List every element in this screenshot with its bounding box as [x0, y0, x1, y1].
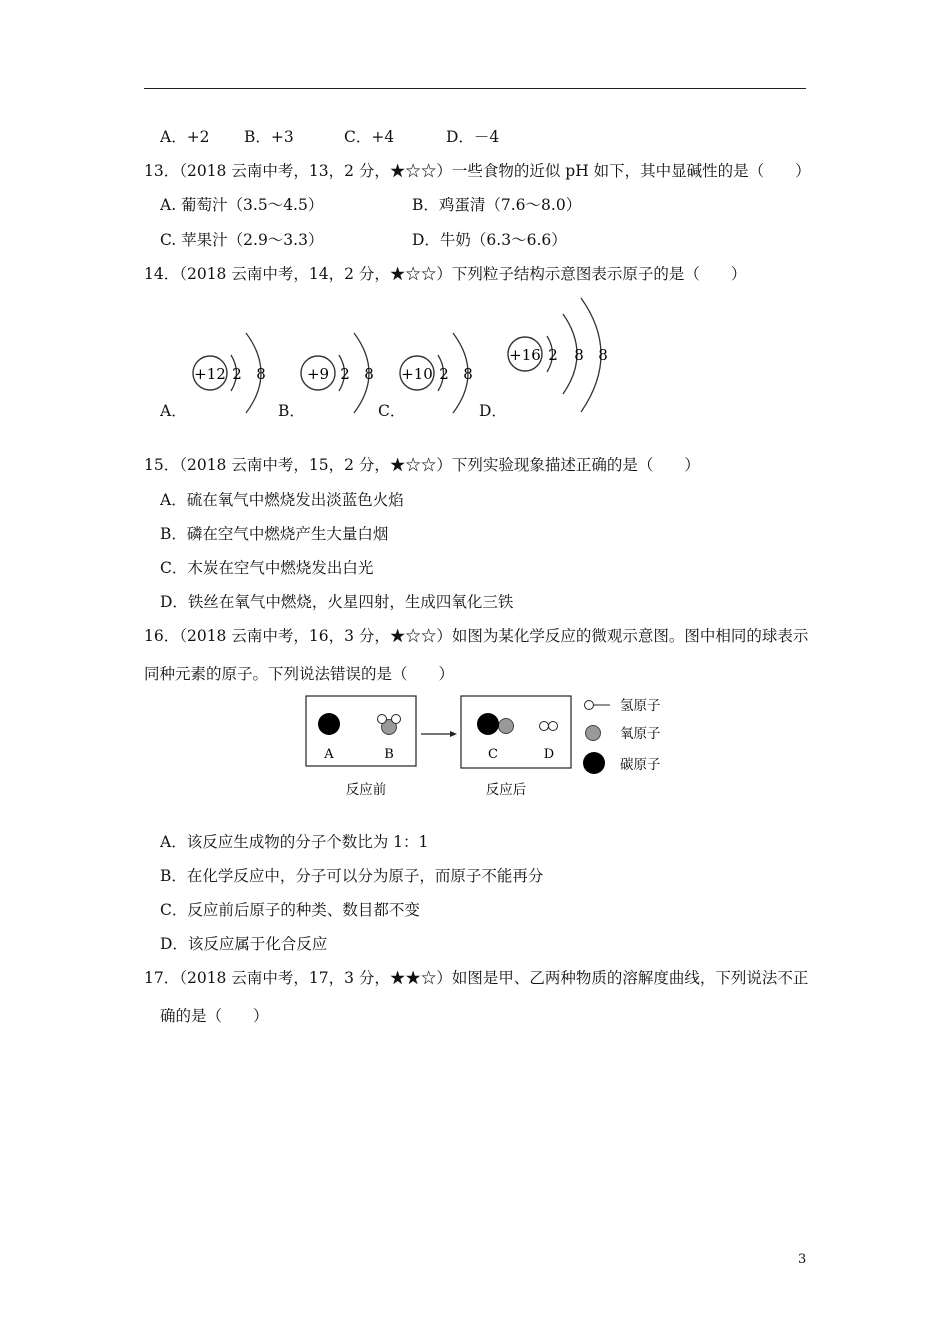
q12-option-c: C．+4 [344, 128, 395, 146]
nucleus-charge: +12 [194, 365, 226, 383]
label-a: A [324, 747, 334, 762]
legend-hydrogen: 氢原子 [620, 698, 661, 714]
q15-stem: 15．（2018 云南中考，15，2 分，★☆☆）下列实验现象描述正确的是（ ） [144, 456, 700, 474]
q16-stem-line2: 同种元素的原子。下列说法错误的是（ ） [144, 665, 455, 683]
q13-stem: 13．（2018 云南中考，13，2 分，★☆☆）一些食物的近似 pH 如下，其中显碱性的是（ ） [144, 162, 811, 180]
q16-option-a: A．该反应生成物的分子个数比为 1：1 [160, 833, 429, 851]
label-b: B [384, 747, 394, 762]
legend-carbon-icon [583, 752, 605, 774]
q16-option-c: C．反应前后原子的种类、数目都不变 [160, 901, 420, 919]
shell-electrons: 8 [364, 365, 374, 383]
shell-electrons: 2 [232, 365, 242, 383]
legend-carbon: 碳原子 [620, 757, 661, 773]
caption-after: 反应后 [485, 782, 527, 798]
q16-option-d: D．该反应属于化合反应 [160, 935, 328, 953]
carbon-atom [318, 713, 340, 735]
q12-option-a: A．+2 [160, 128, 210, 146]
after-box [461, 696, 571, 768]
atom-diagram-a [186, 325, 276, 420]
shell-electrons: 8 [574, 346, 584, 364]
q14-stem: 14．（2018 云南中考，14，2 分，★☆☆）下列粒子结构示意图表示原子的是（ ） [144, 265, 747, 283]
hydrogen-atom [378, 715, 387, 724]
label-c: C [488, 747, 498, 762]
q14-letter-d: D． [479, 402, 507, 420]
label-d: D [543, 747, 555, 762]
hydrogen-atom [540, 722, 549, 731]
q15-option-d: D．铁丝在氧气中燃烧，火星四射，生成四氧化三铁 [160, 593, 514, 611]
reaction-diagram [300, 690, 672, 802]
q13-option-c: C. 苹果汁（2.9～3.3） [160, 231, 324, 249]
q13-option-d: D．牛奶（6.3～6.6） [412, 231, 567, 249]
legend-oxygen-icon [586, 726, 601, 741]
legend-oxygen: 氧原子 [620, 726, 661, 742]
q15-option-b: B．磷在空气中燃烧产生大量白烟 [160, 525, 389, 543]
q14-letter-c: C． [378, 402, 406, 420]
q15-option-c: C．木炭在空气中燃烧发出白光 [160, 559, 374, 577]
nucleus-charge: +9 [306, 365, 330, 383]
hydrogen-atom [549, 722, 558, 731]
page-number: 3 [798, 1252, 807, 1267]
shell-electrons: 8 [256, 365, 266, 383]
q12-option-b: B．+3 [244, 128, 294, 146]
nucleus-charge: +10 [401, 365, 433, 383]
hydrogen-atom [392, 715, 401, 724]
q16-stem-line1: 16．（2018 云南中考，16，3 分，★☆☆）如图为某化学反应的微观示意图。图中相同的球表示 [144, 627, 809, 645]
shell-electrons: 2 [548, 346, 558, 364]
shell-electrons: 2 [340, 365, 350, 383]
caption-before: 反应前 [345, 782, 387, 798]
header-rule [144, 88, 806, 89]
legend-hydrogen-icon [585, 701, 594, 710]
nucleus-charge: +16 [509, 346, 541, 364]
q13-option-b: B．鸡蛋清（7.6～8.0） [412, 196, 582, 214]
oxygen-atom [499, 719, 514, 734]
shell-electrons: 8 [598, 346, 608, 364]
q13-option-a: A. 葡萄汁（3.5～4.5） [160, 196, 324, 214]
shell-electrons: 2 [439, 365, 449, 383]
q14-letter-a: A． [160, 402, 187, 420]
atom-diagram-d [503, 296, 618, 418]
atom-diagram-b [294, 325, 384, 420]
q15-option-a: A．硫在氧气中燃烧发出淡蓝色火焰 [160, 491, 404, 509]
q14-letter-b: B． [278, 402, 305, 420]
q16-option-b: B．在化学反应中，分子可以分为原子，而原子不能再分 [160, 867, 544, 885]
q17-stem-line1: 17．（2018 云南中考，17，3 分，★★☆）如图是甲、乙两种物质的溶解度曲线，下列说法不正 [144, 969, 809, 987]
q17-stem-line2: 确的是（ ） [160, 1007, 269, 1025]
shell-electrons: 8 [463, 365, 473, 383]
q12-option-d: D．－4 [446, 128, 500, 146]
arrow-head [450, 731, 457, 737]
carbon-atom [477, 713, 499, 735]
atom-diagram-c [393, 325, 483, 420]
